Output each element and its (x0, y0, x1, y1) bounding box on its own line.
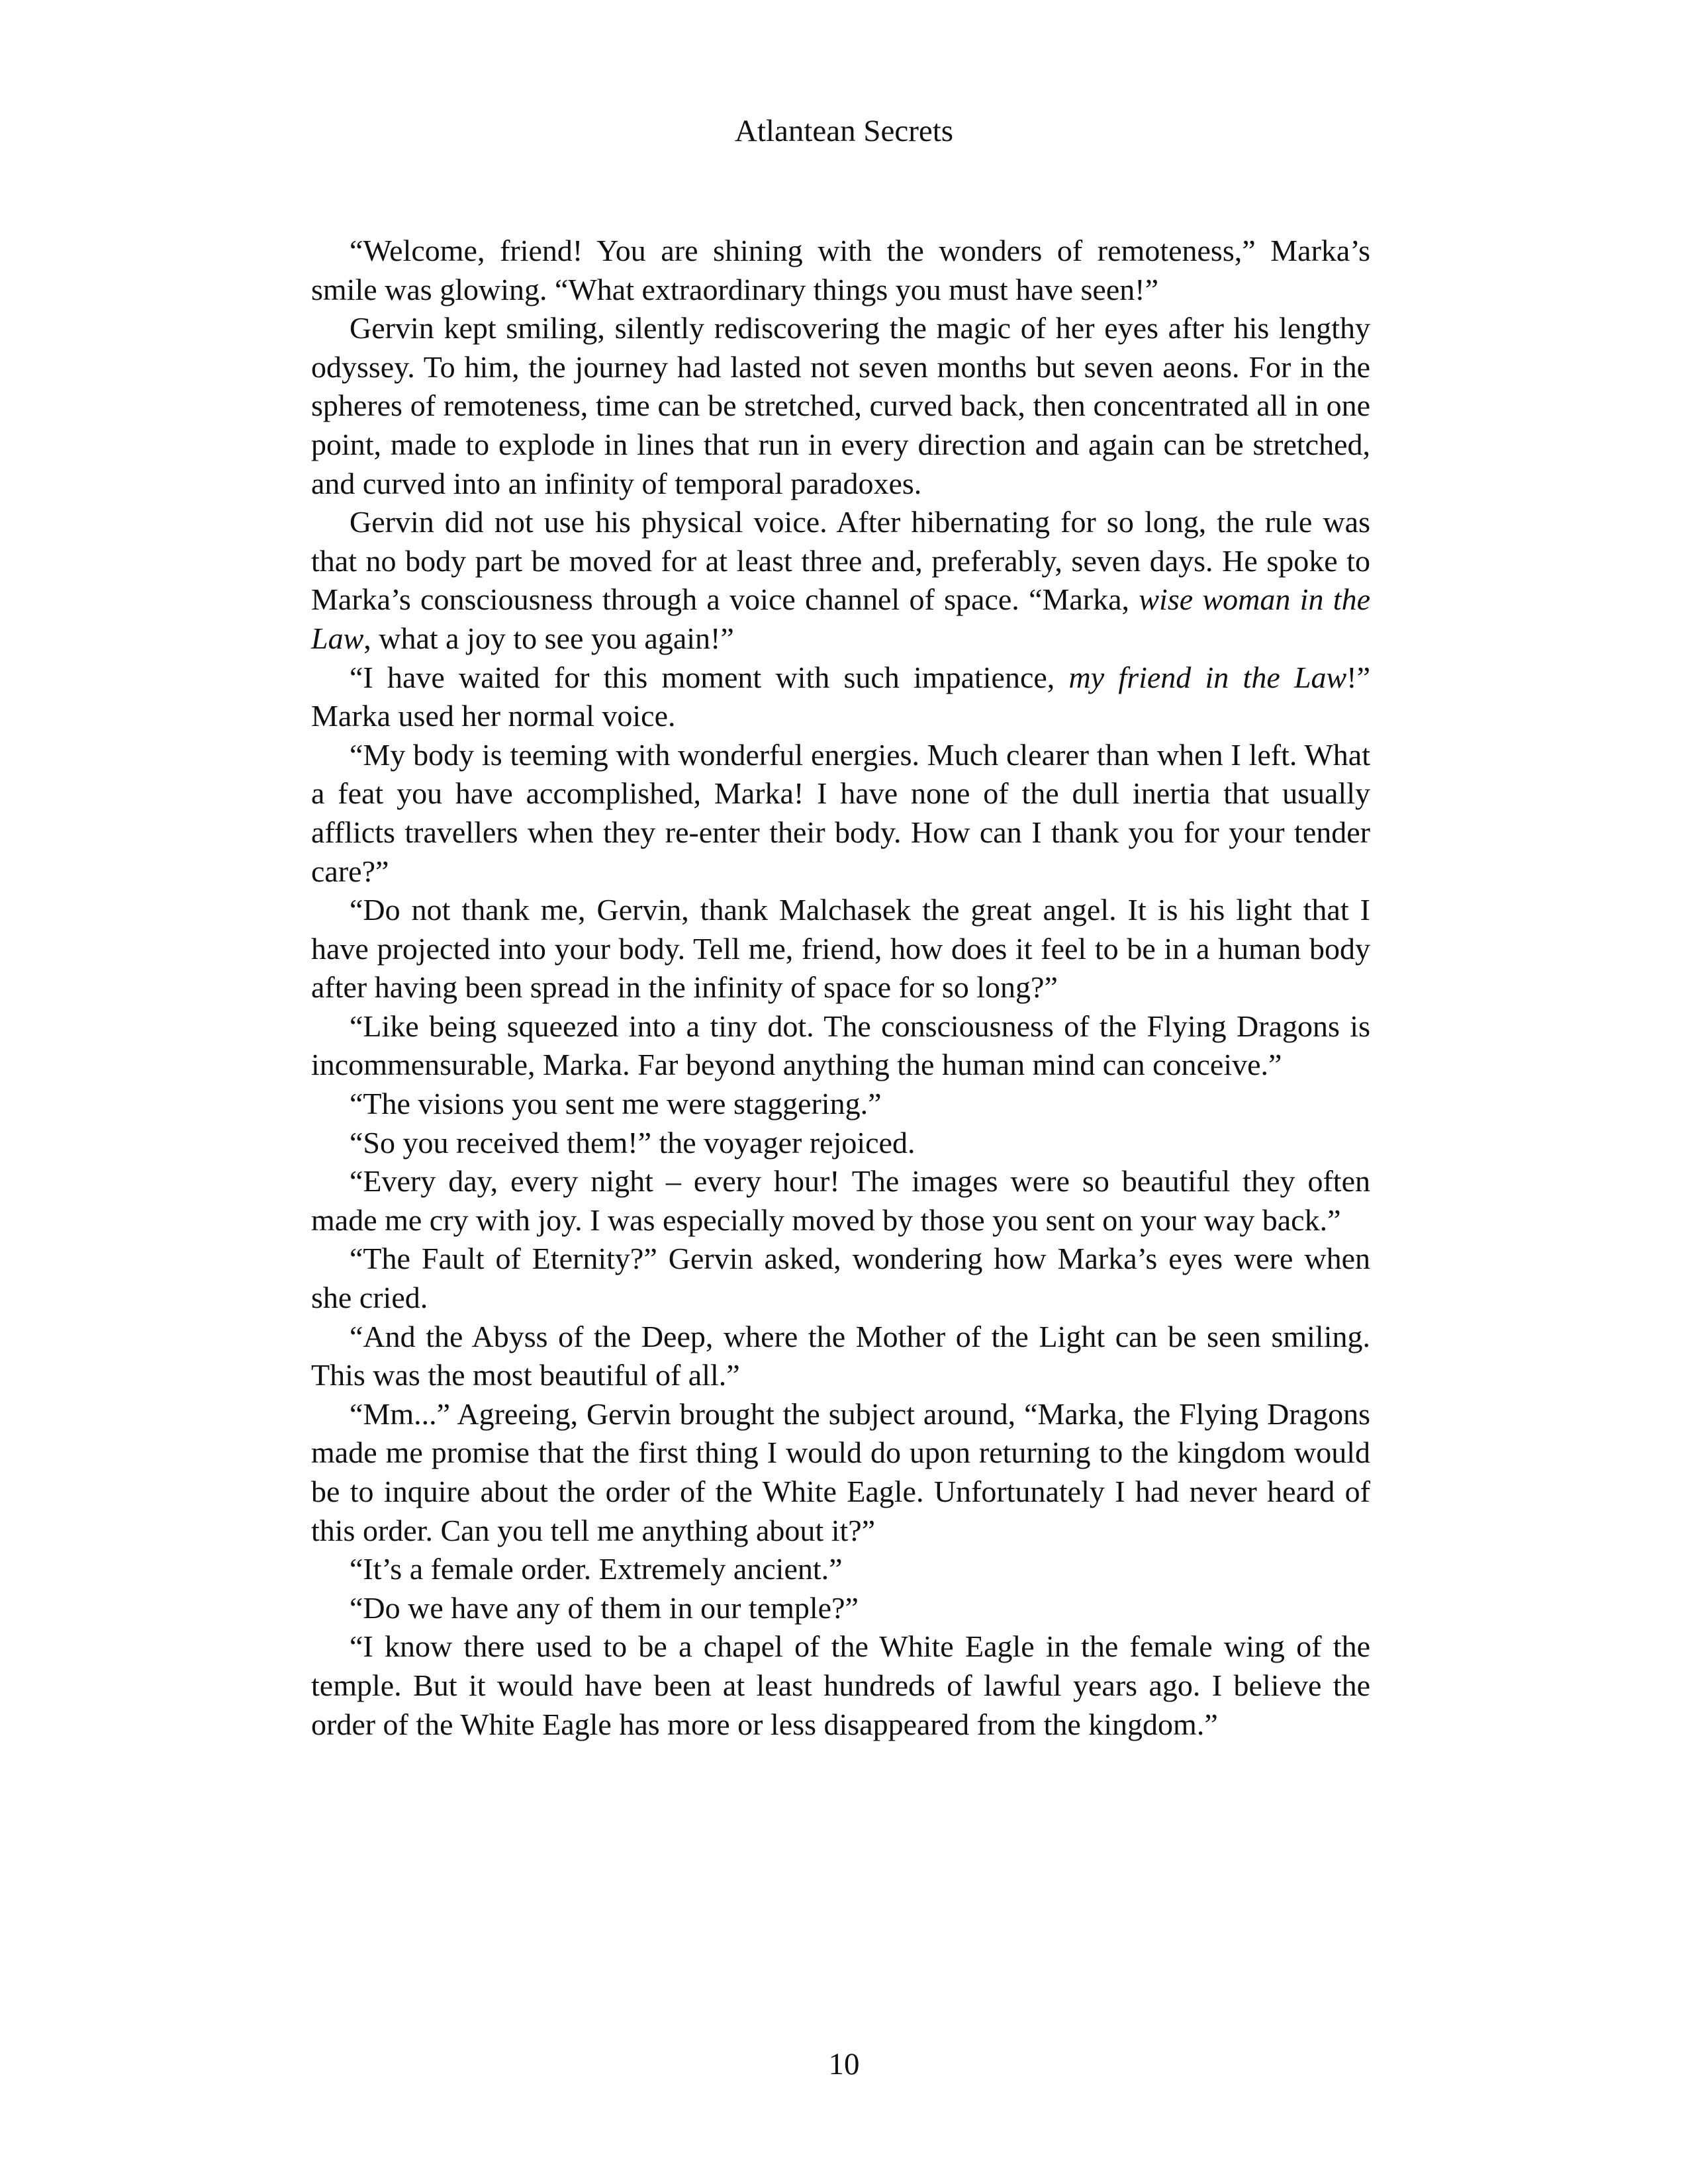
paragraph-text: Gervin did not use his physical voice. After hibernating for so long, the rule was that no body part be moved for at least three and, preferably, seven days. He spoke to Marka’s consciousness through a voice channel of space. “Marka, (311, 505, 1370, 617)
paragraph: “Do not thank me, Gervin, thank Malchasek the great angel. It is his light that I have projected into your body. Tell me, friend, how does it feel to be in a human body after having been spread in the infinity of space for so long?” (311, 893, 1370, 1005)
paragraph: “Mm...” Agreeing, Gervin brought the subject around, “Marka, the Flying Dragons made me promise that the first thing I would do upon returning to the kingdom would be to inquire about the order of the White Eagle. Unfortunately I had never heard of this order. Can you tell me anything about it?” (311, 1396, 1370, 1547)
page-number: 10 (828, 2047, 860, 2081)
running-head-title: Atlantean Secrets (734, 114, 954, 148)
paragraph: “Every day, every night – every hour! The images were so beautiful they often made me cry with joy. I was especially moved by those you sent on your way back.” (311, 1164, 1370, 1237)
paragraph: “Do we have any of them in our temple?” (350, 1590, 859, 1625)
paragraph: “It’s a female order. Extremely ancient.” (350, 1552, 843, 1586)
paragraph (311, 659, 1370, 736)
paragraph: “Like being squeezed into a tiny dot. The consciousness of the Flying Dragons is incommensurable, Marka. Far beyond anything the human mind can conceive.” (311, 1009, 1370, 1082)
italic-phrase: my friend in the Law (1068, 660, 1347, 694)
paragraph (311, 503, 1370, 658)
paragraph: “Welcome, friend! You are shining with the wonders of remoteness,” Marka’s smile was glowing. “What extraordinary things you must have seen!” (311, 234, 1370, 306)
paragraph: “So you received them!” the voyager rejoiced. (350, 1125, 915, 1160)
paragraph-text: “I have waited for this moment with such impatience, (350, 660, 1069, 694)
paragraph-text: , what a joy to see you again!” (363, 621, 734, 655)
paragraph: “I know there used to be a chapel of the White Eagle in the female wing of the temple. But it would have been at least hundreds of lawful years ago. I believe the order of the White Eagle has more or less disappeared from the kingdom.” (311, 1629, 1370, 1741)
body-text (311, 232, 1370, 1744)
paragraph: “My body is teeming with wonderful energies. Much clearer than when I left. What a feat you have accomplished, Marka! I have none of the dull inertia that usually afflicts travellers when they re-enter their body. How can I thank you for your tender care?” (311, 737, 1370, 888)
paragraph-text: !” Marka used her normal voice. (311, 660, 1370, 733)
paragraph: “The visions you sent me were staggering.” (350, 1087, 882, 1121)
italic-phrase: wise woman in the Law (311, 582, 1370, 655)
paragraph: Gervin kept smiling, silently rediscovering the magic of her eyes after his lengthy odyssey. To him, the journey had lasted not seven months but seven aeons. For in the spheres of remoteness, time can be stretched, curved back, then concentrated all in one point, made to explode in lines that run in every direction and again can be stretched, and curved into an infinity of temporal paradoxes. (311, 311, 1370, 500)
paragraph: “The Fault of Eternity?” Gervin asked, wondering how Marka’s eyes were when she cried. (311, 1242, 1370, 1315)
paragraph: “And the Abyss of the Deep, where the Mother of the Light can be seen smiling. This was the most beautiful of all.” (311, 1319, 1370, 1392)
